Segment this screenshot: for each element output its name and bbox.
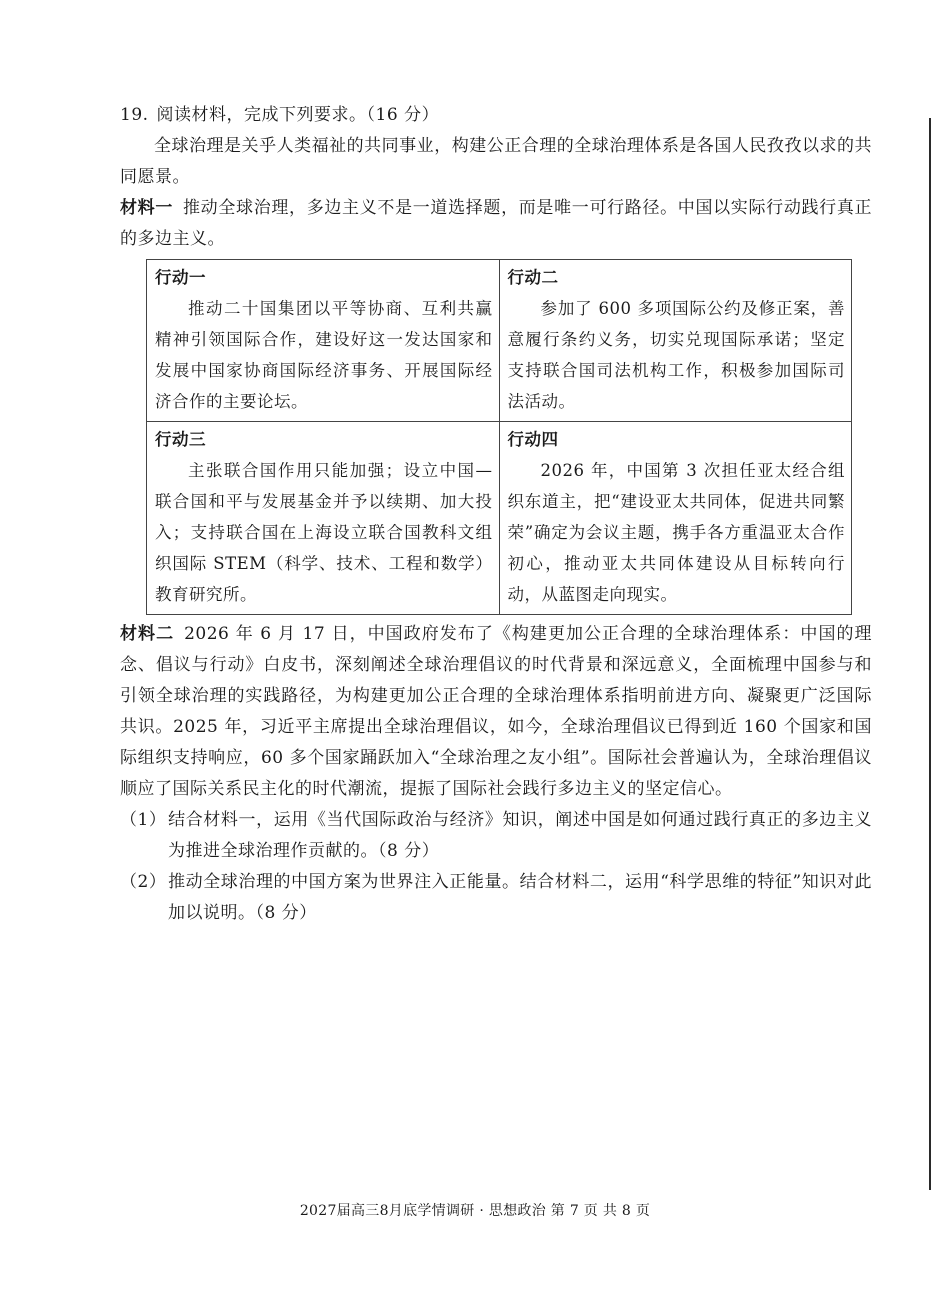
subquestion-1 — [120, 805, 872, 867]
subquestion-text: 推动全球治理的中国方案为世界注入正能量。结合材料二，运用“科学思维的特征”知识对此加以说明。（8 分） — [168, 872, 872, 923]
action-body: 推动二十国集团以平等协商、互利共赢精神引领国际合作，建设好这一发达国家和发展中国家协商国际经济事务、开展国际经济合作的主要论坛。 — [155, 299, 493, 411]
material-one-text: 推动全球治理，多边主义不是一道选择题，而是唯一可行路径。中国以实际行动践行真正的多边主义。 — [120, 198, 873, 249]
material-two-label: 材料二 — [120, 624, 175, 644]
action-cell — [499, 260, 852, 422]
question-intro: 全球治理是关乎人类福祉的共同事业，构建公正合理的全球治理体系是各国人民孜孜以求的共同愿景。 — [120, 136, 872, 187]
margin-rule — [929, 118, 931, 1190]
action-cell — [499, 422, 852, 615]
material-one — [120, 193, 872, 255]
action-body: 参加了 600 多项国际公约及修正案，善意履行条约义务，切实兑现国际承诺；坚定支持联合国司法机构工作，积极参加国际司法活动。 — [507, 299, 845, 411]
material-two — [120, 619, 872, 805]
actions-table — [146, 259, 852, 615]
action-title: 行动三 — [155, 430, 206, 449]
subquestion-text: 结合材料一，运用《当代国际政治与经济》知识，阐述中国是如何通过践行真正的多边主义为推进全球治理作贡献的。（8 分） — [168, 810, 872, 861]
page-footer: 2027届高三8月底学情调研 · 思想政治 第 7 页 共 8 页 — [299, 1203, 651, 1219]
subquestion-2 — [120, 867, 872, 929]
question-title-text: 阅读材料，完成下列要求。（16 分） — [156, 105, 440, 125]
material-one-label: 材料一 — [120, 198, 174, 218]
question-title — [120, 100, 872, 131]
action-cell — [147, 260, 500, 422]
action-cell — [147, 422, 500, 615]
action-body: 2026 年，中国第 3 次担任亚太经合组织东道主，把“建设亚太共同体，促进共同繁荣”确定为会议主题，携手各方重温亚太合作初心，推动亚太共同体建设从目标转向行动，从蓝图走向现实。 — [507, 461, 845, 604]
action-body: 主张联合国作用只能加强；设立中国—联合国和平与发展基金并予以续期、加大投入；支持联合国在上海设立联合国教科文组织国际 STEM（科学、技术、工程和数学）教育研究所。 — [155, 461, 493, 604]
subquestion-mark: （1） — [120, 810, 167, 830]
material-two-text: 2026 年 6 月 17 日，中国政府发布了《构建更加公正合理的全球治理体系：中国的理念、倡议与行动》白皮书，深刻阐述全球治理倡议的时代背景和深远意义，全面梳理中国参与和引领全球治理的实践路径，为构建更加公正合理的全球治理体系指明前进方向、凝聚更广泛国际共识。2025 年，习近平主席提出全球治理倡议，如今，全球治理倡议已得到近 160 个国家和国际组织支持响应，60 多个国家踊跃加入“全球治理之友小组”。国际社会普遍认为，全球治理倡议顺应了国际关系民主化的时代潮流，提振了国际社会践行多边主义的坚定信心。 — [120, 624, 873, 799]
action-title: 行动四 — [507, 430, 559, 449]
subquestion-mark: （2） — [120, 872, 167, 892]
question-number: 19. — [120, 105, 149, 125]
action-title: 行动二 — [507, 268, 559, 287]
question-block — [120, 100, 872, 929]
action-title: 行动一 — [155, 268, 206, 287]
table-row — [147, 422, 852, 615]
table-row — [147, 260, 852, 422]
